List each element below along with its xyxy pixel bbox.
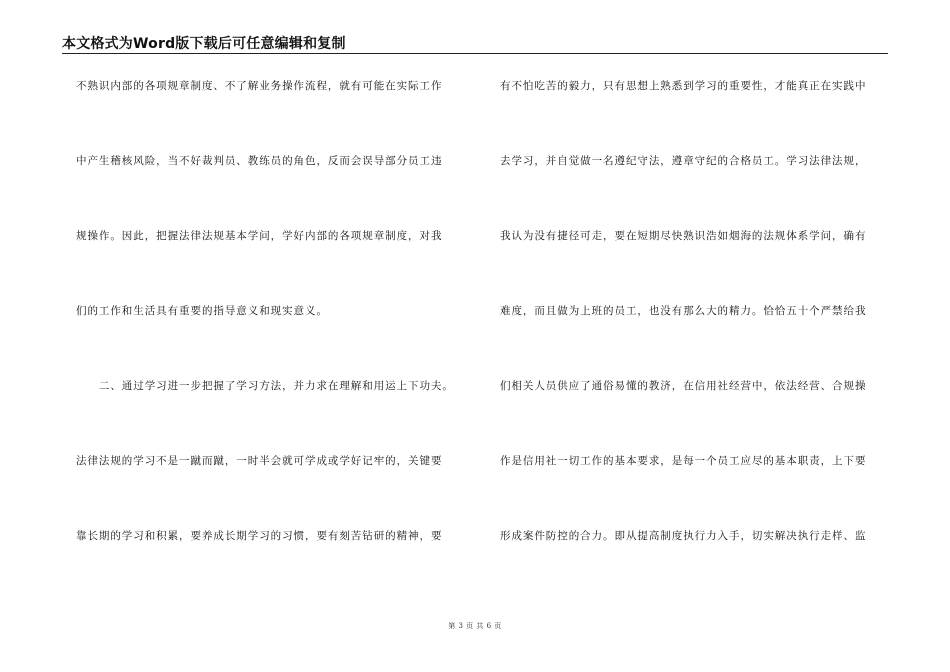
- text-line: 难度，而且做为上班的员工，也没有那么大的精力。恰恰五十个严禁给我: [500, 305, 867, 317]
- text-line: 规操作。因此，把握法律法规基本学问，学好内部的各项规章制度，对我: [76, 230, 443, 242]
- text-line: 们相关人员供应了通俗易懂的教济，在信用社经营中，依法经营、合规操: [500, 380, 867, 392]
- text-line: 作是信用社一切工作的基本要求，是每一个员工应尽的基本职责，上下要: [500, 455, 867, 467]
- text-line: 去学习，并自觉做一名遵纪守法，遵章守纪的合格员工。学习法律法规，: [500, 155, 867, 167]
- text-line: 们的工作和生活具有重要的指导意义和现实意义。: [76, 305, 328, 317]
- text-line: 形成案件防控的合力。即从提高制度执行力入手，切实解决执行走样、监: [500, 530, 867, 542]
- text-line: 我认为没有捷径可走，要在短期尽快熟识浩如烟海的法规体系学问，确有: [500, 230, 867, 242]
- document-header-title: 本文格式为Word版下载后可任意编辑和复制: [62, 36, 346, 52]
- text-line: 中产生稽核风险，当不好裁判员、教练员的角色，反而会误导部分员工违: [76, 155, 443, 167]
- text-line: 靠长期的学习和积累，要养成长期学习的习惯，要有刻苦钻研的精神，要: [76, 530, 443, 542]
- text-line: 有不怕吃苦的毅力，只有思想上熟悉到学习的重要性，才能真正在实践中: [500, 80, 867, 92]
- header-divider: [62, 53, 888, 54]
- text-line: 不熟识内部的各项规章制度、不了解业务操作流程，就有可能在实际工作: [76, 80, 443, 92]
- section-heading-line: 二、通过学习进一步把握了学习方法，并力求在理解和用运上下功夫。: [76, 380, 454, 392]
- page-number: 第 3 页 共 6 页: [448, 622, 502, 630]
- text-line: 法律法规的学习不是一蹴而蹴，一时半会就可学成或学好记牢的，关键要: [76, 455, 443, 467]
